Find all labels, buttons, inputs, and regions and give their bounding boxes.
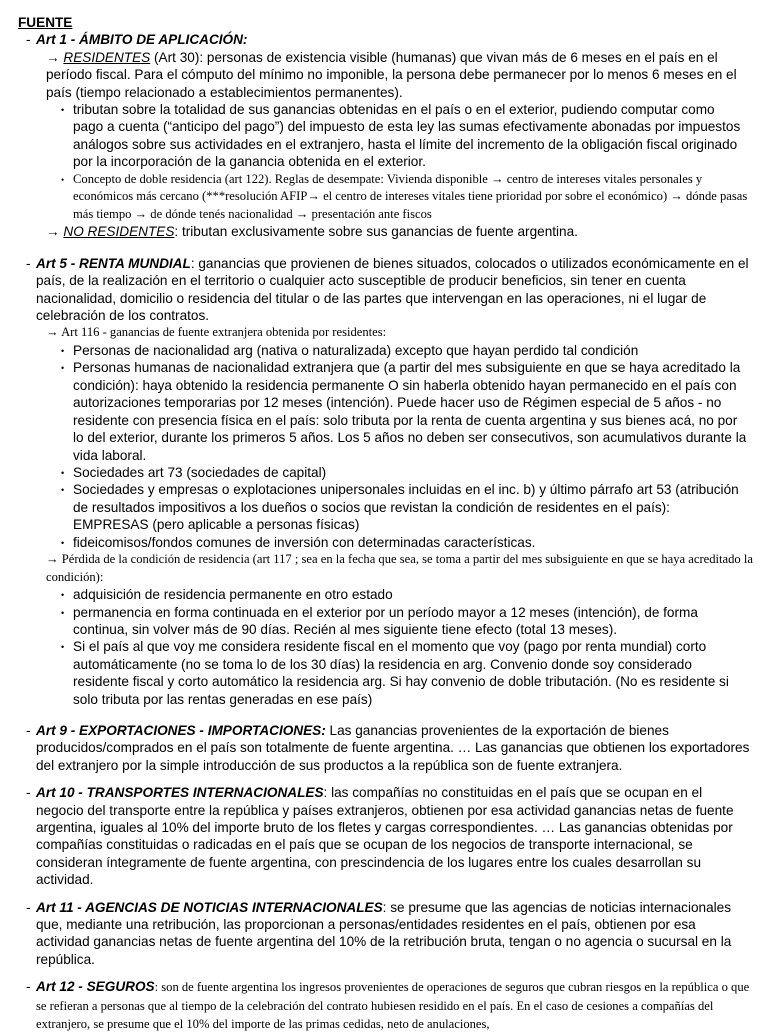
art-11-heading: Art 11 - AGENCIAS DE NOTICIAS INTERNACIONALES: [36, 899, 383, 915]
art-10-block: [0, 784, 768, 888]
arrow-icon: →: [46, 325, 59, 340]
art-1-no-residentes: [0, 223, 768, 240]
document-page: [0, 14, 768, 1034]
art-12-text: : son de fuente argentina los ingresos provenientes de operaciones de seguros que cubran riesgos en la república o que se refieran a personas que al tiempo de la celebración del contrato hubiesen residido en el país. En el caso de cesiones a compañías del extranjero, se presume que el 10% del importe de las primas cedidas, neto de anulaciones,: [36, 980, 750, 1032]
section-title: FUENTE: [18, 15, 73, 30]
art-11-text: : se presume que las agencias de noticias internacionales que, mediante una retribución, las proporcionan a personas/entidades residentes en el país, obtienen por esa actividad ganancias netas de fuente argentina del 10% de la retribución bruta, tengan o no agencia o sucursal en la república.: [36, 899, 732, 967]
art-5-heading: Art 5 - RENTA MUNDIAL: [36, 255, 191, 271]
arrow-icon: →: [46, 551, 59, 566]
art-9-block: [0, 722, 768, 774]
art-1-residentes: [0, 49, 768, 101]
list-item: • Personas humanas de nacionalidad extranjera que (a partir del mes subsiguiente en que se haya acreditado la condición): haya obtenido la residencia permanente O sin haberla obtenido hayan permanecido en el país con autorizaciones temporarias por 12 meses (intención). Puede hacer uso de Régimen especial de 5 años - no residente con presencia física en el país: solo tributa por la renta de cuenta argentina y sus bienes acá, no por lo del exterior, durante los primeros 5 años. Los 5 años no deben ser consecutivos, son acumulativos durante la vida laboral.: [0, 359, 768, 463]
art-1-block: [0, 31, 768, 48]
art-5-block: [0, 255, 768, 325]
art-11-block: [0, 899, 768, 969]
list-item: • Personas de nacionalidad arg (nativa o naturalizada) excepto que hayan perdido tal condición: [0, 342, 768, 359]
no-residentes-text: : tributan exclusivamente sobre sus ganancias de fuente argentina.: [174, 224, 578, 240]
art-5-bullets-2: [0, 586, 768, 708]
list-item: • Concepto de doble residencia (art 122). Reglas de desempate: Vivienda disponible → centro de intereses vitales personales y económicos más cercano (***resolución AFIP→ el centro de intereses vitales tiene prioridad por sobre el económico) → dónde pasas más tiempo → de dónde tenés nacionalidad → presentación ante fiscos: [0, 171, 768, 224]
list-item: • adquisición de residencia permanente en otro estado: [0, 586, 768, 603]
list-item: • Sociedades art 73 (sociedades de capital): [0, 464, 768, 481]
art-12-heading: Art 12 - SEGUROS: [36, 979, 155, 995]
art-9-text: Las ganancias provenientes de la exportación de bienes producidos/comprados en el país son totalmente de fuente argentina. … Las ganancias que obtienen los exportadores del extranjero por la simple introducción de sus productos a la república son de fuente extranjera.: [36, 722, 750, 773]
list-item: • Sociedades y empresas o explotaciones unipersonales incluidas en el inc. b) y último párrafo art 53 (atribución de resultados impositivos a los dueños o socios que revistan la condición de residentes en el país): EMPRESAS (pero aplicable a personas físicas): [0, 481, 768, 533]
art-116-text: Art 116 - ganancias de fuente extranjera obtenida por residentes:: [61, 325, 387, 340]
arrow-icon: →: [46, 49, 60, 65]
list-dash: -: [26, 785, 31, 801]
no-residentes-label: NO RESIDENTES: [63, 224, 175, 240]
art-117-text: Pérdida de la condición de residencia (art 117 ; sea en la fecha que sea, se toma a partir del mes subsiguiente en que se haya acreditado la condición):: [46, 551, 753, 584]
list-item: • permanencia en forma continuada en el exterior por un período mayor a 12 meses (intención), de forma continua, sin volver más de 90 días. Recién al mes siguiente tiene efecto (total 13 meses).: [0, 604, 768, 639]
list-dash: -: [26, 32, 31, 48]
art-1-bullets: [0, 101, 768, 223]
art-5-text: : ganancias que provienen de bienes situados, colocados o utilizados económicamente en el país, de la realización en el territorio o cualquier acto susceptible de producir beneficios, sin tener en cuenta nacionalidad, domicilio o residencia del titular o de las partes que intervengan en las operaciones, ni el lugar de celebración de los contratos.: [36, 255, 749, 324]
list-item: • fideicomisos/fondos comunes de inversión con determinadas características.: [0, 534, 768, 551]
list-item: • Si el país al que voy me considera residente fiscal en el momento que voy (pago por renta mundial) corto automáticamente (no se toma lo de los 30 días) la residencia en arg. Convenio donde soy considerado residente fiscal y corto automático la residencia arg. Si hay convenio de doble tributación. (No es residente si solo tributa por las rentas generadas en ese país): [0, 638, 768, 708]
art-5-sub-1: [0, 324, 768, 342]
art-1-heading: Art 1 - ÁMBITO DE APLICACIÓN:: [36, 32, 248, 48]
list-dash: -: [26, 722, 31, 738]
art-10-text: : las compañías no constituidas en el país que se ocupan en el negocio del transporte entre la república y países extranjeros, obtienen por esa actividad ganancias netas de fuente argentina, iguales al 10% del importe bruto de los fletes y cargas correspondientes. … Las ganancias obtenidas por compañías constituidas o radicadas en el país que se ocupan de los negocios de transporte internacional, se consideran íntegramente de fuente argentina, con prescindencia de los lugares entre los cuales desarrollan su actividad.: [36, 785, 734, 888]
art-5-bullets-1: [0, 342, 768, 551]
list-dash: -: [26, 255, 31, 271]
art-10-heading: Art 10 - TRANSPORTES INTERNACIONALES: [36, 785, 324, 801]
art-5-sub-2: [0, 551, 768, 586]
list-dash: -: [26, 899, 31, 915]
residentes-text: (Art 30): personas de existencia visible (humanas) que vivan más de 6 meses en el país en el período fiscal. Para el cómputo del mínimo no imponible, la persona debe permanecer por lo menos 6 meses en el país (tiempo relacionado a establecimientos permanentes).: [46, 49, 737, 100]
arrow-icon: →: [46, 224, 60, 240]
list-dash: -: [26, 979, 31, 995]
list-item: • tributan sobre la totalidad de sus ganancias obtenidas en el país o en el exterior, pudiendo computar como pago a cuenta (“anticipo del pago”) del impuesto de esta ley las sumas efectivamente abonadas por impuestos análogos sobre sus actividades en el extranjero, hasta el límite del incremento de la obligación fiscal originado por la incorporación de la ganancia obtenida en el exterior.: [0, 101, 768, 171]
residentes-label: RESIDENTES: [63, 49, 151, 65]
art-9-heading: Art 9 - EXPORTACIONES - IMPORTACIONES:: [36, 722, 326, 738]
art-12-block: [0, 978, 768, 1034]
